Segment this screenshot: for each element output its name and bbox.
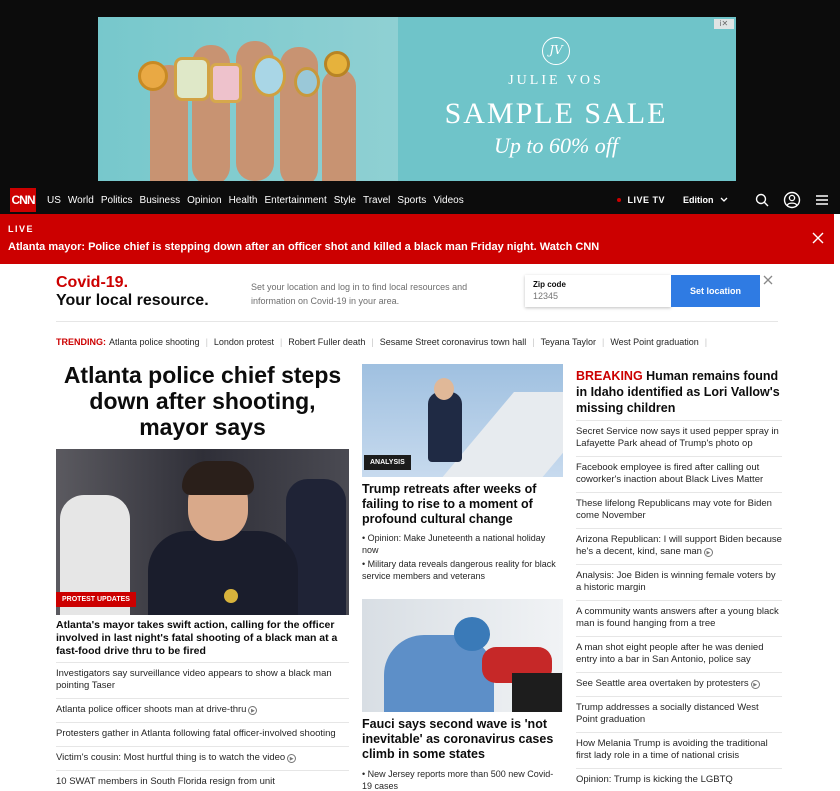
edition-label: Edition [682, 195, 714, 205]
list-item[interactable]: • Opinion: Make Juneteenth a national holiday now [362, 533, 546, 555]
list-item[interactable] [56, 746, 349, 770]
list-item[interactable]: • New Jersey reports more than 500 new Covid-19 cases [362, 769, 554, 791]
list-item[interactable] [576, 600, 782, 636]
close-icon[interactable] [810, 230, 826, 246]
close-icon[interactable] [762, 273, 774, 285]
trending-label: TRENDING: [56, 337, 106, 347]
list-item[interactable] [56, 662, 349, 698]
photo-figure [148, 531, 298, 615]
story-bullets [362, 768, 563, 791]
nav-link-videos[interactable]: Videos [433, 194, 464, 206]
divider: | [279, 337, 283, 347]
ring-gem [324, 51, 350, 77]
nav-link-sports[interactable]: Sports [397, 194, 427, 206]
divider: | [601, 337, 605, 347]
list-item[interactable] [576, 420, 782, 456]
set-location-button[interactable]: Set location [671, 275, 760, 307]
play-icon: ▶ [287, 754, 296, 763]
nav-link-style[interactable]: Style [333, 194, 356, 206]
advertisement-banner[interactable] [98, 17, 736, 181]
trending-item[interactable]: Sesame Street coronavirus town hall [379, 337, 527, 347]
finger-shape [280, 47, 318, 181]
live-banner[interactable] [0, 214, 834, 264]
ring-gem [252, 55, 286, 97]
list-item-text[interactable]: A community wants answers after a young black man is found hanging from a tree [576, 606, 779, 629]
list-item-text[interactable]: How Melania Trump is avoiding the traditional first lady role in a time of national crisis [576, 738, 768, 761]
ring-gem [138, 61, 168, 91]
ad-subtitle: Up to 60% off [493, 133, 619, 158]
story-headline[interactable]: Trump retreats after weeks of failing to rise to a moment of profound cultural change [362, 482, 537, 526]
nav-link-entertainment[interactable]: Entertainment [264, 194, 327, 206]
ad-close-icon[interactable]: i✕ [714, 19, 734, 29]
edition-selector[interactable] [683, 195, 728, 205]
covid-local-resource [56, 264, 778, 322]
list-item[interactable] [576, 768, 782, 791]
photo-figure [454, 617, 490, 651]
account-icon[interactable] [782, 190, 802, 210]
live-banner-text[interactable]: Atlanta mayor: Police chief is stepping down after an officer shot and killed a black man Friday night. Watch CNN [8, 241, 600, 253]
list-item[interactable] [56, 722, 349, 746]
search-icon[interactable] [752, 190, 772, 210]
right-link-list [576, 420, 782, 791]
photo-figure [434, 378, 454, 400]
trump-stairs-photo[interactable] [362, 364, 563, 477]
list-item[interactable] [576, 492, 782, 528]
zip-code-box[interactable] [525, 275, 671, 307]
zip-code-label: Zip code [533, 280, 566, 289]
nav-link-us[interactable]: US [47, 194, 61, 206]
nav-link-travel[interactable]: Travel [362, 194, 391, 206]
list-item[interactable] [576, 732, 782, 768]
left-link-list [56, 662, 349, 791]
fauci-story-photo[interactable] [362, 599, 563, 712]
list-item-text[interactable]: Opinion: Trump is kicking the LGBTQ [576, 774, 733, 785]
list-item-text[interactable]: Atlanta police officer shoots man at drive-thru [56, 704, 247, 715]
lead-story-photo[interactable] [56, 449, 349, 615]
list-item-text[interactable]: Investigators say surveillance video appears to show a black man pointing Taser [56, 668, 332, 691]
list-item[interactable] [576, 672, 782, 696]
list-item[interactable] [576, 456, 782, 492]
list-item[interactable] [576, 636, 782, 672]
nav-link-business[interactable]: Business [139, 194, 181, 206]
list-item-text[interactable]: Trump addresses a socially distanced West Point graduation [576, 702, 759, 725]
nav-link-opinion[interactable]: Opinion [187, 194, 222, 206]
cnn-logo[interactable]: CNN [10, 188, 36, 212]
breaking-text[interactable]: Human remains found in Idaho identified as Lori Vallow's missing children [576, 369, 780, 415]
nav-links [40, 186, 464, 214]
trending-bar [56, 337, 778, 347]
live-tv-label: LIVE TV [627, 195, 665, 205]
lead-headline[interactable]: Atlanta police chief steps down after shooting, mayor says [63, 362, 342, 440]
live-tv-link[interactable] [617, 195, 665, 205]
chevron-down-icon [720, 197, 728, 203]
covid-title-red: Covid-19. [56, 274, 129, 291]
story-bullets [362, 532, 563, 584]
list-item-text[interactable]: See Seattle area overtaken by protesters [576, 678, 749, 689]
trending-item[interactable]: Atlanta police shooting [109, 337, 200, 347]
play-icon: ▶ [248, 706, 257, 715]
divider: | [371, 337, 374, 347]
divider: | [205, 337, 208, 347]
list-item-text[interactable]: These lifelong Republicans may vote for Biden come November [576, 498, 772, 521]
nav-link-world[interactable]: World [67, 194, 94, 206]
badge-shape [224, 589, 238, 603]
list-item[interactable] [56, 698, 349, 722]
trending-item[interactable]: West Point graduation [610, 337, 699, 347]
ad-band [0, 0, 840, 186]
live-dot-icon [617, 198, 621, 202]
protest-updates-badge[interactable]: PROTEST UPDATES [56, 592, 136, 607]
play-icon: ▶ [751, 680, 760, 689]
lead-sub-headline[interactable]: Atlanta's mayor takes swift action, calling for the officer involved in last night's fatal shooting of a black man at a fast-food drive thru to be fired [56, 619, 338, 657]
breaking-label: BREAKING [576, 369, 643, 383]
list-item[interactable] [576, 696, 782, 732]
play-icon: ▶ [704, 548, 713, 557]
covid-title-black: Your local resource. [56, 292, 209, 309]
ring-gem [294, 67, 320, 97]
covid-title [56, 274, 209, 310]
list-item[interactable] [576, 528, 782, 564]
list-item-text[interactable]: Facebook employee is fired after calling out coworker's inaction about Black Lives Matter [576, 462, 764, 485]
ad-brand: JULIE VOS [508, 73, 604, 88]
analysis-badge[interactable]: ANALYSIS [364, 455, 411, 470]
list-item-text[interactable]: Protesters gather in Atlanta following fatal officer-involved shooting [56, 728, 336, 739]
menu-icon[interactable] [812, 190, 832, 210]
list-item-text[interactable]: 10 SWAT members in South Florida resign from unit [56, 776, 275, 787]
nav-right [617, 186, 832, 214]
divider: | [704, 337, 708, 347]
list-item-text[interactable]: A man shot eight people after he was denied entry into a bar in San Antonio, police say [576, 642, 764, 665]
list-item[interactable]: • Military data reveals dangerous reality for black service members and veterans [362, 559, 556, 581]
list-item[interactable] [56, 770, 349, 791]
ad-logo: JV [542, 37, 570, 65]
zip-code-input[interactable] [533, 291, 663, 301]
list-item-text[interactable]: Secret Service now says it used pepper spray in Lafayette Park ahead of Trump's photo op [576, 426, 779, 449]
live-label: LIVE [8, 224, 35, 234]
ring-gem [174, 57, 210, 101]
trending-item[interactable]: Robert Fuller death [288, 337, 366, 347]
finger-shape [322, 69, 356, 181]
list-item-text[interactable]: Analysis: Joe Biden is winning female voters by a historic margin [576, 570, 776, 593]
list-item[interactable] [576, 564, 782, 600]
photo-figure [512, 673, 562, 712]
nav-link-politics[interactable]: Politics [100, 194, 133, 206]
trending-item[interactable]: London protest [213, 337, 274, 347]
trending-item[interactable]: Teyana Taylor [540, 337, 596, 347]
covid-description: Set your location and log in to find local resources and information on Covid-19 in your area. [251, 282, 468, 306]
story-headline[interactable]: Fauci says second wave is 'not inevitable' as coronavirus cases climb in some states [362, 717, 554, 761]
breaking-headline[interactable] [576, 368, 782, 416]
photo-figure [182, 461, 254, 495]
ad-hand-photo [98, 17, 398, 181]
photo-figure [428, 392, 462, 462]
ring-gem [210, 63, 242, 103]
nav-link-health[interactable]: Health [228, 194, 258, 206]
main-nav [0, 186, 840, 214]
list-item-text[interactable]: Victim's cousin: Most hurtful thing is to watch the video [56, 752, 286, 763]
divider: | [532, 337, 535, 347]
ad-title: SAMPLE SALE [444, 97, 668, 130]
list-item-text[interactable]: Arizona Republican: I will support Biden because he's a decent, kind, sane man [576, 534, 782, 557]
